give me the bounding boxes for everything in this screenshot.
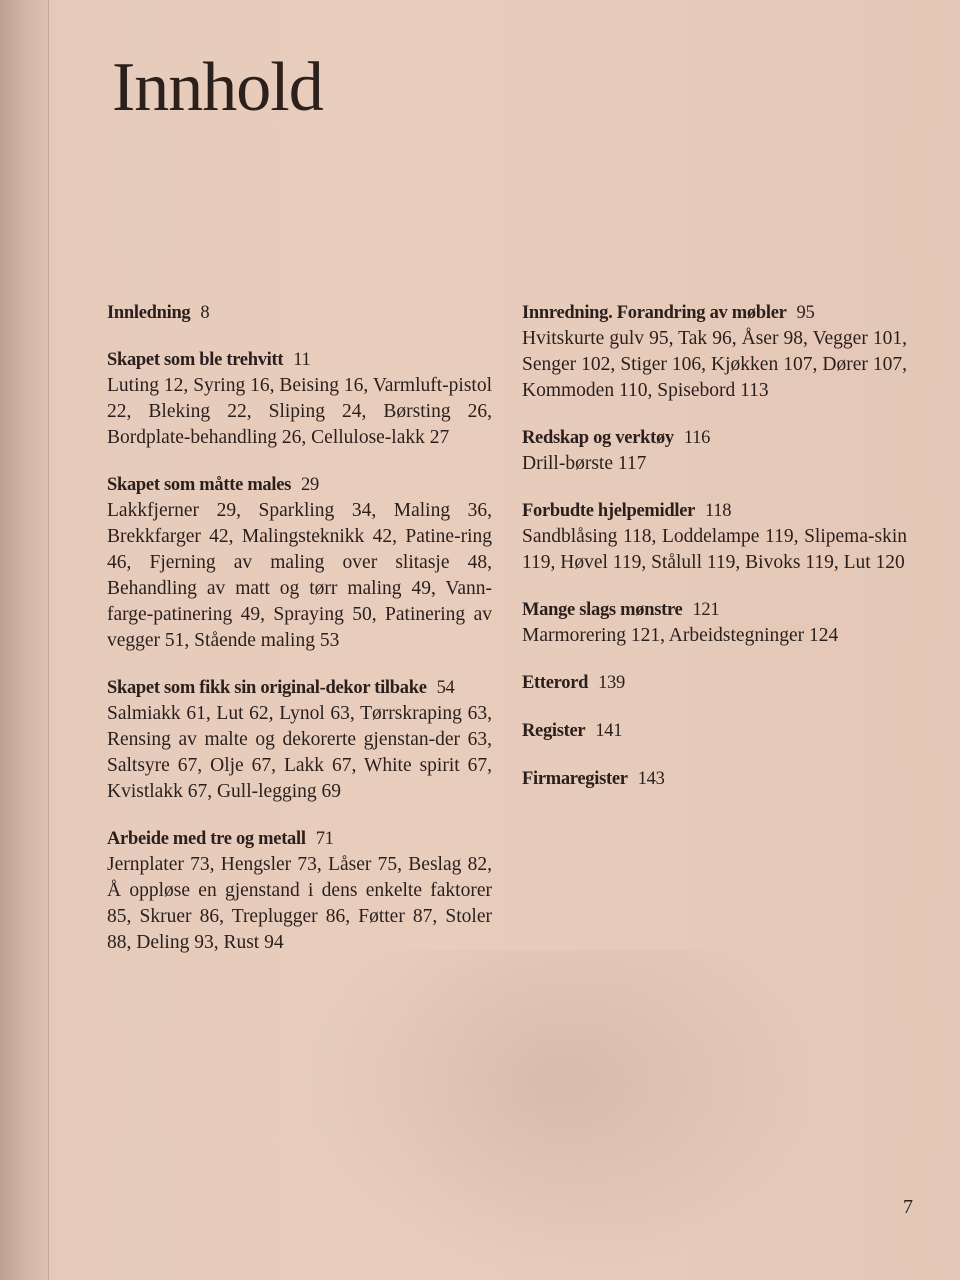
toc-entry (522, 498, 907, 576)
toc-right-column (522, 300, 907, 813)
toc-subentries: Marmorering 121, Arbeidstegninger 124 (522, 625, 839, 646)
toc-subentries: Lakkfjerner 29, Sparkling 34, Maling 36, Brekkfarger 42, Malingsteknikk 42, Patine-ring 46, Fjerning av maling over slitasje 48, Behandling av matt og tørr maling 49, Vann-farge-patinering 49, Spraying 50, Patinering av vegger 51, Stående maling 53 (107, 500, 492, 651)
toc-entry (107, 300, 492, 326)
toc-subentries: Salmiakk 61, Lut 62, Lynol 63, Tørrskraping 63, Rensing av malte og dekorerte gjenstan-der 63, Saltsyre 67, Olje 67, Lakk 67, White spirit 67, Kvistlakk 67, Gull-legging 69 (107, 703, 492, 802)
page-title: Innhold (112, 49, 323, 126)
toc-heading: Mange slags mønstre (522, 600, 683, 620)
toc-heading: Forbudte hjelpemidler (522, 501, 696, 521)
toc-heading: Register (522, 721, 586, 741)
toc-heading: Redskap og verktøy (522, 428, 674, 448)
toc-page: 121 (692, 600, 720, 620)
toc-entry (107, 826, 492, 956)
toc-page: 139 (598, 673, 625, 693)
toc-subentries: Hvitskurte gulv 95, Tak 96, Åser 98, Vegger 101, Senger 102, Stiger 106, Kjøkken 107, Dører 107, Kommoden 110, Spisebord 113 (522, 328, 907, 401)
toc-page: 143 (637, 769, 665, 789)
toc-page: 118 (705, 501, 732, 521)
toc-heading: Innredning. Forandring av møbler (522, 303, 787, 323)
toc-entry (522, 766, 907, 792)
toc-subentries: Jernplater 73, Hengsler 73, Låser 75, Beslag 82, Å oppløse en gjenstand i dens enkelte faktorer 85, Skruer 86, Treplugger 86, Føtter 87, Stoler 88, Deling 93, Rust 94 (107, 854, 492, 953)
toc-page: 29 (301, 475, 319, 495)
toc-page: 116 (683, 428, 711, 448)
toc-entry (107, 675, 492, 805)
page-number: 7 (903, 1196, 913, 1218)
toc-page: 95 (796, 303, 815, 323)
toc-heading: Skapet som fikk sin original-dekor tilbake (107, 678, 427, 698)
toc-subentries: Drill-børste 117 (522, 453, 647, 474)
toc-entry (522, 425, 907, 477)
toc-left-column (107, 300, 492, 977)
toc-page: 141 (595, 721, 623, 741)
toc-entry (107, 472, 492, 654)
toc-page: 11 (293, 350, 311, 370)
toc-heading: Innledning (107, 303, 191, 323)
toc-page: 8 (200, 303, 210, 323)
toc-entry (522, 597, 907, 649)
toc-entry (522, 718, 907, 744)
toc-entry (107, 347, 492, 451)
toc-heading: Arbeide med tre og metall (107, 829, 306, 849)
toc-entry (522, 300, 907, 404)
shadow (300, 950, 820, 1280)
toc-page: 54 (436, 678, 455, 698)
book-gutter (0, 0, 49, 1280)
toc-heading: Firmaregister (522, 769, 628, 789)
toc-heading: Etterord (522, 673, 589, 693)
toc-subentries: Sandblåsing 118, Loddelampe 119, Slipema-skin 119, Høvel 119, Stålull 119, Bivoks 119, Lut 120 (522, 526, 907, 573)
toc-entry (522, 670, 907, 696)
toc-subentries: Luting 12, Syring 16, Beising 16, Varmluft-pistol 22, Bleking 22, Sliping 24, Børsting 26, Bordplate-behandling 26, Cellulose-lakk 27 (107, 375, 492, 448)
toc-heading: Skapet som måtte males (107, 475, 292, 495)
toc-page: 71 (315, 829, 334, 849)
toc-heading: Skapet som ble trehvitt (107, 350, 284, 370)
